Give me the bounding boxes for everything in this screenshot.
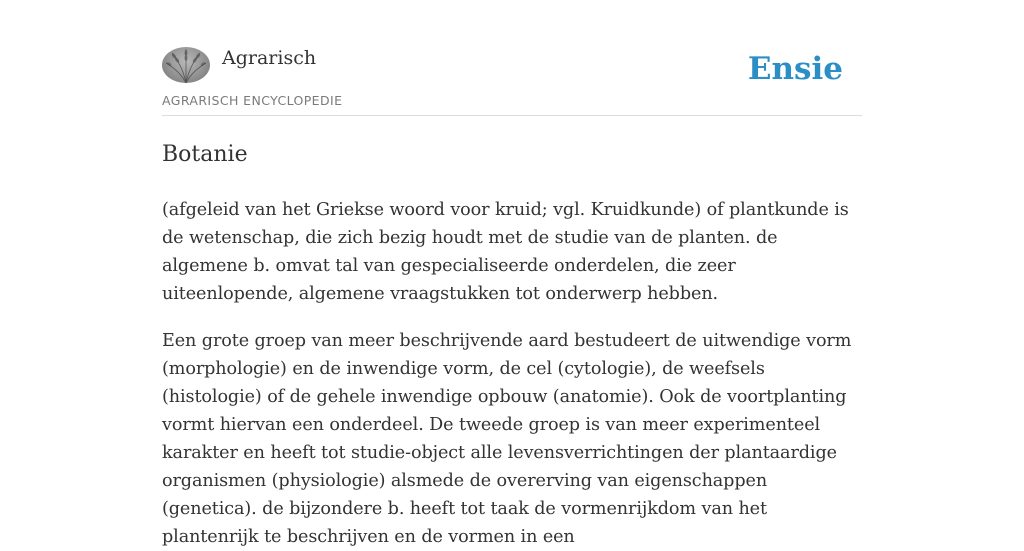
site-header <box>162 0 862 116</box>
article-title: Botanie <box>162 142 248 167</box>
content-container <box>162 0 862 551</box>
article-paragraph: (afgeleid van het Griekse woord voor kruid; vgl. Kruidkunde) of plantkunde is de wetenschap, die zich bezig houdt met de studie van de planten. de algemene b. omvat tal van gespecialiseerde onderdelen, die zeer uiteenlopende, algemene vraagstukken tot onderwerp hebben. <box>162 200 849 304</box>
site-name-link[interactable]: Agrarisch <box>222 47 317 69</box>
article-paragraph: Een grote groep van meer beschrijvende aard bestudeert de uitwendige vorm (morphologie) en de inwendige vorm, de cel (cytologie), de weefsels (histologie) of de gehele inwendige opbouw (anatomie). Ook de voortplanting vormt hiervan een onderdeel. De tweede groep is van meer experimenteel karakter en heeft tot studie-object alle levensverrichtingen der plantaardige organismen (physiologie) alsmede de overerving van eigenschappen (genetica). de bijzondere b. heeft tot taak de vormenrijkdom van het plantenrijk te beschrijven en de vormen in een <box>162 331 852 547</box>
wheat-logo-icon[interactable] <box>162 47 210 83</box>
brand-logo-link[interactable]: Ensie <box>747 51 843 87</box>
site-subtitle: AGRARISCH ENCYCLOPEDIE <box>162 93 343 108</box>
